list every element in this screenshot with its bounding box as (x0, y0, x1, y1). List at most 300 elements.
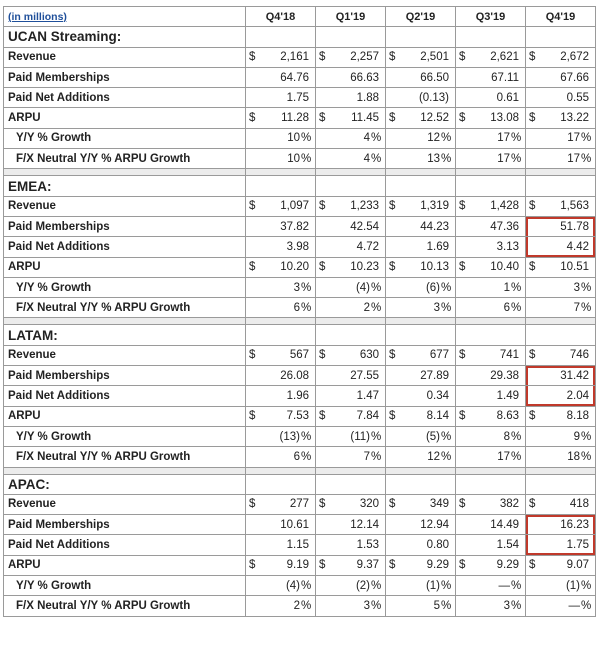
row-label: ARPU (4, 555, 246, 575)
value-cell (456, 128, 526, 148)
value-cell (246, 128, 316, 148)
cell-value: 8.18 (566, 410, 589, 423)
dollar-sign: $ (389, 200, 396, 213)
table-row (4, 447, 596, 467)
dollar-sign: $ (459, 51, 466, 64)
cell-value: 9 (573, 430, 580, 443)
value-cell (456, 596, 526, 616)
cell-value: 1.54 (496, 539, 519, 552)
cell-value: 67.66 (560, 71, 589, 84)
cell-value: 47.36 (490, 220, 519, 233)
value-cell (246, 386, 316, 406)
table-row (4, 596, 596, 616)
cell-value: 2 (293, 599, 300, 612)
cell-value: 6 (503, 301, 510, 314)
percent-sign: % (301, 579, 312, 592)
percent-sign: % (371, 301, 382, 314)
percent-sign: % (301, 430, 312, 443)
column-header: Q4'18 (246, 7, 316, 27)
value-cell (316, 555, 386, 575)
cell-value: 66.63 (350, 71, 379, 84)
empty-cell (456, 474, 526, 494)
column-header: Q4'19 (526, 7, 596, 27)
dollar-sign: $ (319, 112, 326, 125)
percent-sign: % (301, 599, 312, 612)
cell-value: 42.54 (350, 220, 379, 233)
value-cell (246, 555, 316, 575)
percent-sign: % (581, 301, 592, 314)
value-cell (456, 406, 526, 426)
cell-value: 37.82 (280, 220, 309, 233)
row-label: ARPU (4, 257, 246, 277)
cell-value: 4 (363, 152, 370, 165)
value-cell (386, 386, 456, 406)
value-cell (526, 494, 596, 514)
spacer-cell (246, 467, 316, 474)
percent-sign: % (371, 450, 382, 463)
value-cell (456, 196, 526, 216)
value-cell (386, 535, 456, 555)
value-cell (386, 555, 456, 575)
dollar-sign: $ (249, 261, 256, 274)
value-cell (316, 277, 386, 297)
cell-value: 3 (293, 281, 300, 294)
row-label: Y/Y % Growth (4, 576, 246, 596)
spacer-cell (386, 318, 456, 325)
dollar-sign: $ (459, 261, 466, 274)
percent-sign: % (511, 450, 522, 463)
value-cell (246, 494, 316, 514)
cell-value: 10.40 (490, 261, 519, 274)
cell-value: 10.51 (560, 261, 589, 274)
section-title-row (4, 176, 596, 196)
cell-value: (5) (425, 430, 440, 443)
value-cell (526, 535, 596, 555)
value-cell (246, 366, 316, 386)
percent-sign: % (581, 599, 592, 612)
spacer-cell (526, 467, 596, 474)
dollar-sign: $ (319, 410, 326, 423)
cell-value: (2) (355, 579, 370, 592)
value-cell (246, 406, 316, 426)
table-row (4, 426, 596, 446)
value-cell (246, 88, 316, 108)
row-label: Paid Memberships (4, 67, 246, 87)
cell-value: 677 (429, 349, 449, 362)
value-cell (386, 257, 456, 277)
row-label: Revenue (4, 494, 246, 514)
cell-value: 9.37 (356, 559, 379, 572)
percent-sign: % (371, 430, 382, 443)
table-row (4, 576, 596, 596)
value-cell (316, 406, 386, 426)
cell-value: 1.49 (496, 389, 519, 402)
cell-value: — (568, 599, 580, 612)
cell-value: 10.13 (420, 261, 449, 274)
value-cell (526, 108, 596, 128)
value-cell (316, 345, 386, 365)
percent-sign: % (301, 132, 312, 145)
cell-value: 12 (427, 132, 440, 145)
value-cell (526, 67, 596, 87)
row-label: Paid Memberships (4, 366, 246, 386)
value-cell (246, 535, 316, 555)
cell-value: 12.14 (350, 518, 379, 531)
cell-value: (13) (279, 430, 300, 443)
dollar-sign: $ (529, 559, 536, 572)
section-spacer (4, 318, 596, 325)
cell-value: (4) (355, 281, 370, 294)
cell-value: 12 (427, 450, 440, 463)
value-cell (316, 515, 386, 535)
dollar-sign: $ (249, 51, 256, 64)
table-row (4, 345, 596, 365)
value-cell (456, 555, 526, 575)
spacer-cell (4, 467, 246, 474)
cell-value: 27.55 (350, 369, 379, 382)
row-label: F/X Neutral Y/Y % ARPU Growth (4, 447, 246, 467)
dollar-sign: $ (529, 112, 536, 125)
dollar-sign: $ (389, 112, 396, 125)
table-row (4, 47, 596, 67)
value-cell (526, 447, 596, 467)
value-cell (526, 366, 596, 386)
spacer-cell (456, 467, 526, 474)
value-cell (316, 535, 386, 555)
value-cell (316, 494, 386, 514)
section-title: UCAN Streaming: (4, 27, 246, 47)
value-cell (386, 88, 456, 108)
cell-value: 6 (293, 450, 300, 463)
section-title-row (4, 325, 596, 345)
spacer-cell (4, 318, 246, 325)
dollar-sign: $ (529, 410, 536, 423)
value-cell (456, 515, 526, 535)
cell-value: 2,621 (490, 51, 519, 64)
cell-value: 1.96 (286, 389, 309, 402)
cell-value: 418 (569, 498, 589, 511)
row-label: Paid Net Additions (4, 535, 246, 555)
empty-cell (246, 325, 316, 345)
row-label: ARPU (4, 108, 246, 128)
financial-table-container (3, 6, 596, 617)
column-header: Q3'19 (456, 7, 526, 27)
row-label: Paid Net Additions (4, 88, 246, 108)
value-cell (386, 447, 456, 467)
cell-value: 3 (363, 599, 370, 612)
value-cell (456, 237, 526, 257)
spacer-cell (526, 318, 596, 325)
value-cell (456, 447, 526, 467)
row-label: Revenue (4, 345, 246, 365)
row-label: Paid Memberships (4, 216, 246, 236)
value-cell (316, 128, 386, 148)
value-cell (316, 88, 386, 108)
value-cell (386, 576, 456, 596)
empty-cell (456, 176, 526, 196)
value-cell (526, 88, 596, 108)
dollar-sign: $ (389, 261, 396, 274)
percent-sign: % (441, 430, 452, 443)
table-row (4, 406, 596, 426)
value-cell (456, 535, 526, 555)
value-cell (246, 257, 316, 277)
cell-value: 382 (499, 498, 519, 511)
value-cell (386, 47, 456, 67)
percent-sign: % (441, 450, 452, 463)
value-cell (386, 237, 456, 257)
cell-value: (4) (285, 579, 300, 592)
cell-value: — (498, 579, 510, 592)
cell-value: 11.28 (281, 112, 309, 125)
cell-value: 9.19 (286, 559, 309, 572)
spacer-cell (246, 169, 316, 176)
empty-cell (526, 474, 596, 494)
value-cell (386, 216, 456, 236)
section-title-row (4, 474, 596, 494)
cell-value: 29.38 (490, 369, 519, 382)
value-cell (526, 277, 596, 297)
row-label: F/X Neutral Y/Y % ARPU Growth (4, 298, 246, 318)
cell-value: 17 (497, 450, 510, 463)
value-cell (526, 196, 596, 216)
percent-sign: % (511, 430, 522, 443)
dollar-sign: $ (389, 559, 396, 572)
value-cell (316, 576, 386, 596)
value-cell (526, 576, 596, 596)
cell-value: 67.11 (491, 71, 519, 84)
percent-sign: % (441, 281, 452, 294)
percent-sign: % (371, 132, 382, 145)
dollar-sign: $ (389, 498, 396, 511)
dollar-sign: $ (459, 200, 466, 213)
table-row (4, 108, 596, 128)
table-row (4, 67, 596, 87)
value-cell (456, 149, 526, 169)
value-cell (246, 196, 316, 216)
cell-value: 1,563 (560, 200, 589, 213)
value-cell (456, 494, 526, 514)
cell-value: 320 (359, 498, 379, 511)
percent-sign: % (511, 599, 522, 612)
row-label: ARPU (4, 406, 246, 426)
value-cell (316, 47, 386, 67)
spacer-cell (456, 169, 526, 176)
cell-value: 13.22 (560, 112, 589, 125)
percent-sign: % (371, 152, 382, 165)
row-label: Paid Net Additions (4, 237, 246, 257)
value-cell (526, 149, 596, 169)
value-cell (386, 515, 456, 535)
row-label: Revenue (4, 47, 246, 67)
value-cell (386, 345, 456, 365)
value-cell (456, 257, 526, 277)
value-cell (456, 216, 526, 236)
dollar-sign: $ (389, 410, 396, 423)
table-row (4, 149, 596, 169)
cell-value: 1,097 (280, 200, 309, 213)
value-cell (386, 366, 456, 386)
value-cell (526, 298, 596, 318)
table-row (4, 216, 596, 236)
cell-value: (0.13) (418, 91, 449, 104)
cell-value: 2.04 (566, 389, 589, 402)
value-cell (386, 108, 456, 128)
table-body (4, 7, 596, 617)
percent-sign: % (581, 579, 592, 592)
value-cell (526, 515, 596, 535)
value-cell (246, 108, 316, 128)
cell-value: 3.13 (496, 240, 519, 253)
cell-value: 9.29 (496, 559, 519, 572)
cell-value: 18 (567, 450, 580, 463)
value-cell (316, 67, 386, 87)
percent-sign: % (581, 152, 592, 165)
percent-sign: % (511, 281, 522, 294)
table-row (4, 366, 596, 386)
row-label: F/X Neutral Y/Y % ARPU Growth (4, 596, 246, 616)
empty-cell (526, 325, 596, 345)
value-cell (316, 447, 386, 467)
dollar-sign: $ (249, 498, 256, 511)
dollar-sign: $ (319, 51, 326, 64)
percent-sign: % (581, 281, 592, 294)
cell-value: 1.75 (286, 91, 309, 104)
table-row (4, 386, 596, 406)
value-cell (246, 515, 316, 535)
cell-value: 16.23 (560, 518, 589, 531)
percent-sign: % (301, 450, 312, 463)
table-row (4, 237, 596, 257)
dollar-sign: $ (459, 498, 466, 511)
units-label: (in millions) (4, 7, 246, 27)
section-title: APAC: (4, 474, 246, 494)
dollar-sign: $ (389, 349, 396, 362)
value-cell (246, 47, 316, 67)
row-label: F/X Neutral Y/Y % ARPU Growth (4, 149, 246, 169)
regional-metrics-table (3, 6, 596, 617)
value-cell (316, 298, 386, 318)
empty-cell (526, 27, 596, 47)
percent-sign: % (441, 579, 452, 592)
value-cell (456, 88, 526, 108)
cell-value: 2,501 (420, 51, 449, 64)
cell-value: 630 (359, 349, 379, 362)
table-row (4, 277, 596, 297)
percent-sign: % (301, 281, 312, 294)
percent-sign: % (371, 599, 382, 612)
value-cell (526, 596, 596, 616)
dollar-sign: $ (529, 349, 536, 362)
cell-value: 1.69 (426, 240, 449, 253)
cell-value: (11) (350, 430, 370, 443)
row-label: Y/Y % Growth (4, 128, 246, 148)
cell-value: 741 (499, 349, 519, 362)
spacer-cell (386, 169, 456, 176)
cell-value: 27.89 (420, 369, 449, 382)
cell-value: 11.45 (351, 112, 379, 125)
cell-value: 17 (567, 132, 580, 145)
dollar-sign: $ (249, 410, 256, 423)
cell-value: 66.50 (420, 71, 449, 84)
value-cell (386, 277, 456, 297)
value-cell (456, 386, 526, 406)
cell-value: 1.88 (356, 91, 379, 104)
percent-sign: % (581, 430, 592, 443)
dollar-sign: $ (319, 498, 326, 511)
value-cell (316, 108, 386, 128)
empty-cell (316, 27, 386, 47)
cell-value: 3.98 (286, 240, 309, 253)
column-header: Q2'19 (386, 7, 456, 27)
empty-cell (526, 176, 596, 196)
value-cell (386, 67, 456, 87)
cell-value: 13.08 (490, 112, 519, 125)
cell-value: 10.23 (350, 261, 379, 274)
row-label: Y/Y % Growth (4, 426, 246, 446)
column-header: Q1'19 (316, 7, 386, 27)
dollar-sign: $ (389, 51, 396, 64)
value-cell (246, 216, 316, 236)
cell-value: 7.84 (356, 410, 379, 423)
empty-cell (386, 325, 456, 345)
cell-value: 0.34 (426, 389, 449, 402)
percent-sign: % (511, 579, 522, 592)
empty-cell (386, 176, 456, 196)
value-cell (316, 366, 386, 386)
row-label: Paid Net Additions (4, 386, 246, 406)
dollar-sign: $ (459, 559, 466, 572)
value-cell (246, 447, 316, 467)
cell-value: 7 (573, 301, 580, 314)
percent-sign: % (441, 599, 452, 612)
value-cell (246, 426, 316, 446)
dollar-sign: $ (249, 112, 256, 125)
cell-value: 44.23 (420, 220, 449, 233)
percent-sign: % (371, 579, 382, 592)
row-label: Paid Memberships (4, 515, 246, 535)
value-cell (386, 426, 456, 446)
empty-cell (316, 325, 386, 345)
empty-cell (386, 27, 456, 47)
percent-sign: % (511, 301, 522, 314)
table-row (4, 494, 596, 514)
cell-value: 3 (503, 599, 510, 612)
spacer-cell (526, 169, 596, 176)
table-row (4, 128, 596, 148)
value-cell (456, 277, 526, 297)
dollar-sign: $ (249, 200, 256, 213)
dollar-sign: $ (529, 261, 536, 274)
percent-sign: % (441, 132, 452, 145)
section-title: EMEA: (4, 176, 246, 196)
cell-value: 9.29 (426, 559, 449, 572)
cell-value: 0.61 (496, 91, 519, 104)
value-cell (246, 596, 316, 616)
dollar-sign: $ (249, 349, 256, 362)
cell-value: 10.61 (280, 518, 309, 531)
table-row (4, 515, 596, 535)
value-cell (386, 196, 456, 216)
cell-value: 13 (427, 152, 440, 165)
spacer-cell (316, 169, 386, 176)
value-cell (316, 596, 386, 616)
percent-sign: % (371, 281, 382, 294)
value-cell (456, 47, 526, 67)
dollar-sign: $ (459, 349, 466, 362)
dollar-sign: $ (459, 112, 466, 125)
value-cell (526, 257, 596, 277)
